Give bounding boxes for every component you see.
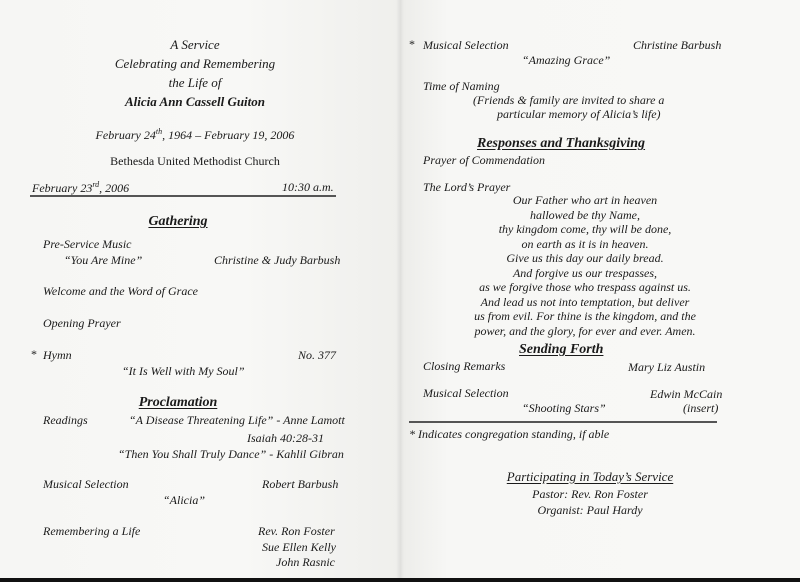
speaker-1: Rev. Ron Foster	[258, 524, 335, 538]
musical-selection-performer-sending: Edwin McCain	[650, 387, 723, 401]
prayer-line: Our Father who art in heaven	[512, 193, 658, 207]
standing-star: *	[31, 347, 37, 361]
pre-service-performer: Christine & Judy Barbush	[214, 253, 341, 267]
insert-note: (insert)	[683, 401, 719, 415]
pastor-line: Pastor: Rev. Ron Foster	[532, 487, 648, 501]
hymn-number: No. 377	[298, 348, 337, 362]
commendation-label: Prayer of Commendation	[423, 153, 545, 167]
participating-heading: Participating in Today’s Service	[506, 469, 674, 484]
lords-prayer-text	[415, 193, 755, 338]
proclamation-heading: Proclamation	[138, 395, 218, 410]
gathering-heading: Gathering	[148, 214, 208, 229]
musical-selection-song-sending: “Shooting Stars”	[522, 401, 606, 415]
service-date: February 23rd, 2006	[32, 180, 130, 195]
bottom-edge	[0, 578, 800, 582]
remembering-label: Remembering a Life	[43, 524, 141, 538]
prayer-line: thy kingdom come, thy will be done,	[498, 222, 672, 236]
lords-prayer-label: The Lord’s Prayer	[423, 180, 511, 194]
speaker-3: John Rasnic	[276, 555, 335, 569]
musical-selection-label-right: Musical Selection	[423, 38, 509, 52]
reading-1: “A Disease Threatening Life” - Anne Lamott	[129, 413, 345, 427]
musical-selection-song: “Alicia”	[163, 493, 206, 507]
welcome-label: Welcome and the Word of Grace	[43, 284, 198, 298]
title-line-1: A Service	[170, 37, 220, 52]
organist-line: Organist: Paul Hardy	[537, 503, 643, 517]
footnote-rule	[409, 421, 717, 423]
musical-selection-label-sending: Musical Selection	[423, 386, 509, 400]
prayer-line: Give us this day our daily bread.	[506, 251, 664, 265]
musical-selection-performer: Robert Barbush	[262, 477, 339, 491]
readings-label: Readings	[43, 413, 88, 427]
prayer-line: And lead us not into temptation, but deliver	[480, 294, 690, 309]
reading-2: Isaiah 40:28-31	[247, 431, 324, 445]
reading-3: “Then You Shall Truly Dance” - Kahlil Gibran	[118, 447, 344, 461]
hymn-title: “It Is Well with My Soul”	[122, 364, 245, 378]
prayer-line: on earth as it is in heaven.	[521, 236, 649, 251]
prayer-line: as we forgive those who trespass against us.	[479, 280, 691, 294]
title-line-3: the Life of	[168, 75, 222, 90]
title-line-2: Celebrating and Remembering	[114, 56, 276, 71]
naming-label: Time of Naming	[423, 79, 500, 93]
pre-service-song: “You Are Mine”	[64, 253, 143, 267]
church-name: Bethesda United Methodist Church	[110, 154, 280, 168]
prayer-line: power, and the glory, for ever and ever. Amen.	[474, 323, 696, 338]
closing-remarks-label: Closing Remarks	[423, 359, 506, 373]
responses-heading: Responses and Thanksgiving	[477, 136, 646, 151]
closing-remarks-speaker: Mary Liz Austin	[628, 360, 706, 374]
prayer-line: us from evil. For thine is the kingdom, and the	[474, 309, 696, 323]
standing-footnote: * Indicates congregation standing, if able	[409, 427, 610, 441]
pre-service-label: Pre-Service Music	[43, 237, 132, 251]
musical-selection-song-right: “Amazing Grace”	[522, 53, 611, 67]
prayer-line: And forgive us our trespasses,	[512, 265, 658, 280]
life-dates: February 24th, 1964 – February 19, 2006	[95, 127, 295, 142]
hymn-label: Hymn	[43, 348, 72, 362]
opening-prayer-label: Opening Prayer	[43, 316, 121, 330]
naming-note-2: particular memory of Alicia’s life)	[497, 107, 661, 121]
deceased-name: Alicia Ann Cassell Guiton	[124, 94, 266, 109]
speaker-2: Sue Ellen Kelly	[262, 540, 336, 554]
musical-selection-performer-right: Christine Barbush	[633, 38, 722, 52]
sending-heading: Sending Forth	[519, 342, 604, 357]
service-time: 10:30 a.m.	[282, 180, 334, 194]
naming-note-1: (Friends & family are invited to share a	[473, 93, 665, 107]
page-fold	[396, 0, 404, 582]
prayer-line: hallowed be thy Name,	[530, 207, 640, 222]
standing-star-right: *	[409, 37, 415, 51]
date-rule	[30, 195, 336, 197]
musical-selection-label: Musical Selection	[43, 477, 129, 491]
